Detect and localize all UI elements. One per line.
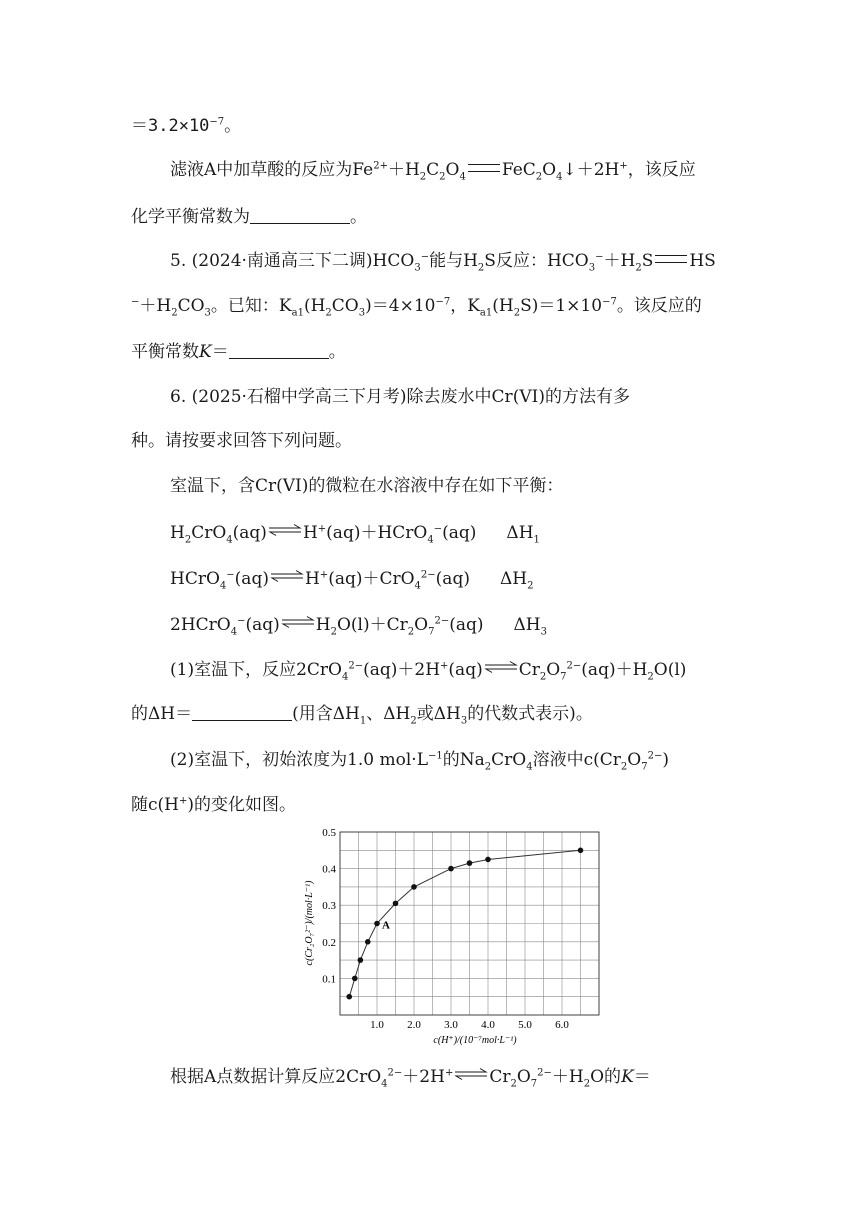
question-6-line-2: 种。请按要求回答下列问题。 [131,431,352,451]
data-point [411,884,417,890]
equilibrium-arrow-icon [484,661,518,673]
point-label-a: A [382,919,390,932]
final-question-line: 根据A点数据计算反应2CrO$_4^{2-}$＋2H+ $Cr_2O_7^{2-}+H_2O$的K＝ [170,1067,651,1090]
x-axis-label: c(H⁺)/(10⁻⁷mol·L⁻¹) [433,1035,517,1046]
equilibrium-2: HCrO$_4$−(aq) H+(aq)＋CrO$_4^{2-}$(aq) $\Delta H_2$ [170,569,534,592]
question-6-line-3: 室温下，含Cr(VI)的微粒在水溶液中存在如下平衡： [170,476,564,496]
equilibrium-arrow-icon [270,570,304,582]
sub-question-1-line-2: 的ΔH＝ (用含$\Delta H_1$、$\Delta H_2$或$\Delta H_3$的代数式表示)。 [131,704,593,727]
sub-question-1-line-1: (1)室温下，反应2CrO$_4^{2-}$(aq)＋2H+(aq) $Cr_2O_7^{2-}(aq)+H_2O(l)$ [170,660,687,683]
question-6-line-1: 6. (2025·石榴中学高三下月考)除去废水中Cr(VI)的方法有多 [170,387,630,407]
concentration-chart [300,822,610,1048]
data-point [374,921,380,927]
x-tick-label: 3.0 [444,1019,458,1031]
data-point [467,860,473,866]
data-point [346,994,352,1000]
oxalic-reaction-line: 滤液A中加草酸的反应为$Fe^{2+}+H_2C_2O_4$ $FeC_2O_4↓+2H^+$，该反应 [170,160,696,183]
equilibrium-1: $H_2CrO_4(aq)$ H+(aq)＋HCrO$_4$−(aq) $\Delta H_1$ [170,523,540,546]
chart-annotations [382,920,390,932]
x-tick-label: 2.0 [407,1019,421,1031]
x-tick-label: 5.0 [518,1019,532,1031]
answer-blank[interactable] [229,358,329,359]
data-point [358,957,364,963]
equilibrium-arrow-icon [268,524,302,536]
sub-question-2-line-1: (2)室温下，初始浓度为1.0 $mol\cdot L^{-1}$的$Na_2CrO_4$溶液中$c(Cr_2O_7^{2-})$ [170,750,669,773]
data-point [352,976,358,982]
answer-blank[interactable] [192,720,292,721]
equilibrium-constant-line: 化学平衡常数为 。 [131,207,367,227]
data-point [485,857,491,863]
x-tick-label: 4.0 [481,1019,495,1031]
y-axis-label: c(Cr₂O₇²⁻)/(mol·L⁻¹) [304,880,315,966]
data-point [448,866,454,872]
equilibrium-3: 2HCrO$_4$−(aq) $H_2O(l)+Cr_2O_7^{2-}(aq)$ $\Delta H_3$ [170,615,547,638]
text-line-1: $=3.2\times 10^{-7}$。 [131,116,242,136]
question-5-line-3: 平衡常数K＝ 。 [131,342,346,362]
data-point [393,901,399,907]
question-5-line-1: 5. (2024·南通高三下二调)$HCO_3^-$能与$H_2S$反应：$HCO_3^-+H_2S$ HS [170,251,716,274]
data-point [578,848,584,854]
y-tick-label: 0.4 [322,863,336,876]
equilibrium-arrow-icon [454,1068,488,1080]
answer-blank[interactable] [250,223,350,224]
y-tick-label: 0.5 [322,827,336,839]
data-point [365,939,371,945]
y-tick-label: 0.2 [322,936,336,949]
equilibrium-arrow-icon [281,616,315,628]
x-tick-label: 6.0 [555,1019,569,1031]
equals-sign-icon [468,164,500,172]
question-5-line-2: $^-+H_2CO_3$。已知：$K_{a1}(H_2CO_3)=4\times 10^{-7}$，$K_{a1}(H_2S)=1\times 10^{-7}$。该反应的 [131,296,702,319]
sub-question-2-line-2: 随c(H+)的变化如图。 [131,795,297,815]
equals-sign-icon [655,255,687,263]
y-tick-label: 0.3 [322,900,336,913]
x-tick-label: 1.0 [370,1019,384,1031]
chart-ticks [322,827,569,1031]
y-tick-label: 0.1 [322,973,336,986]
